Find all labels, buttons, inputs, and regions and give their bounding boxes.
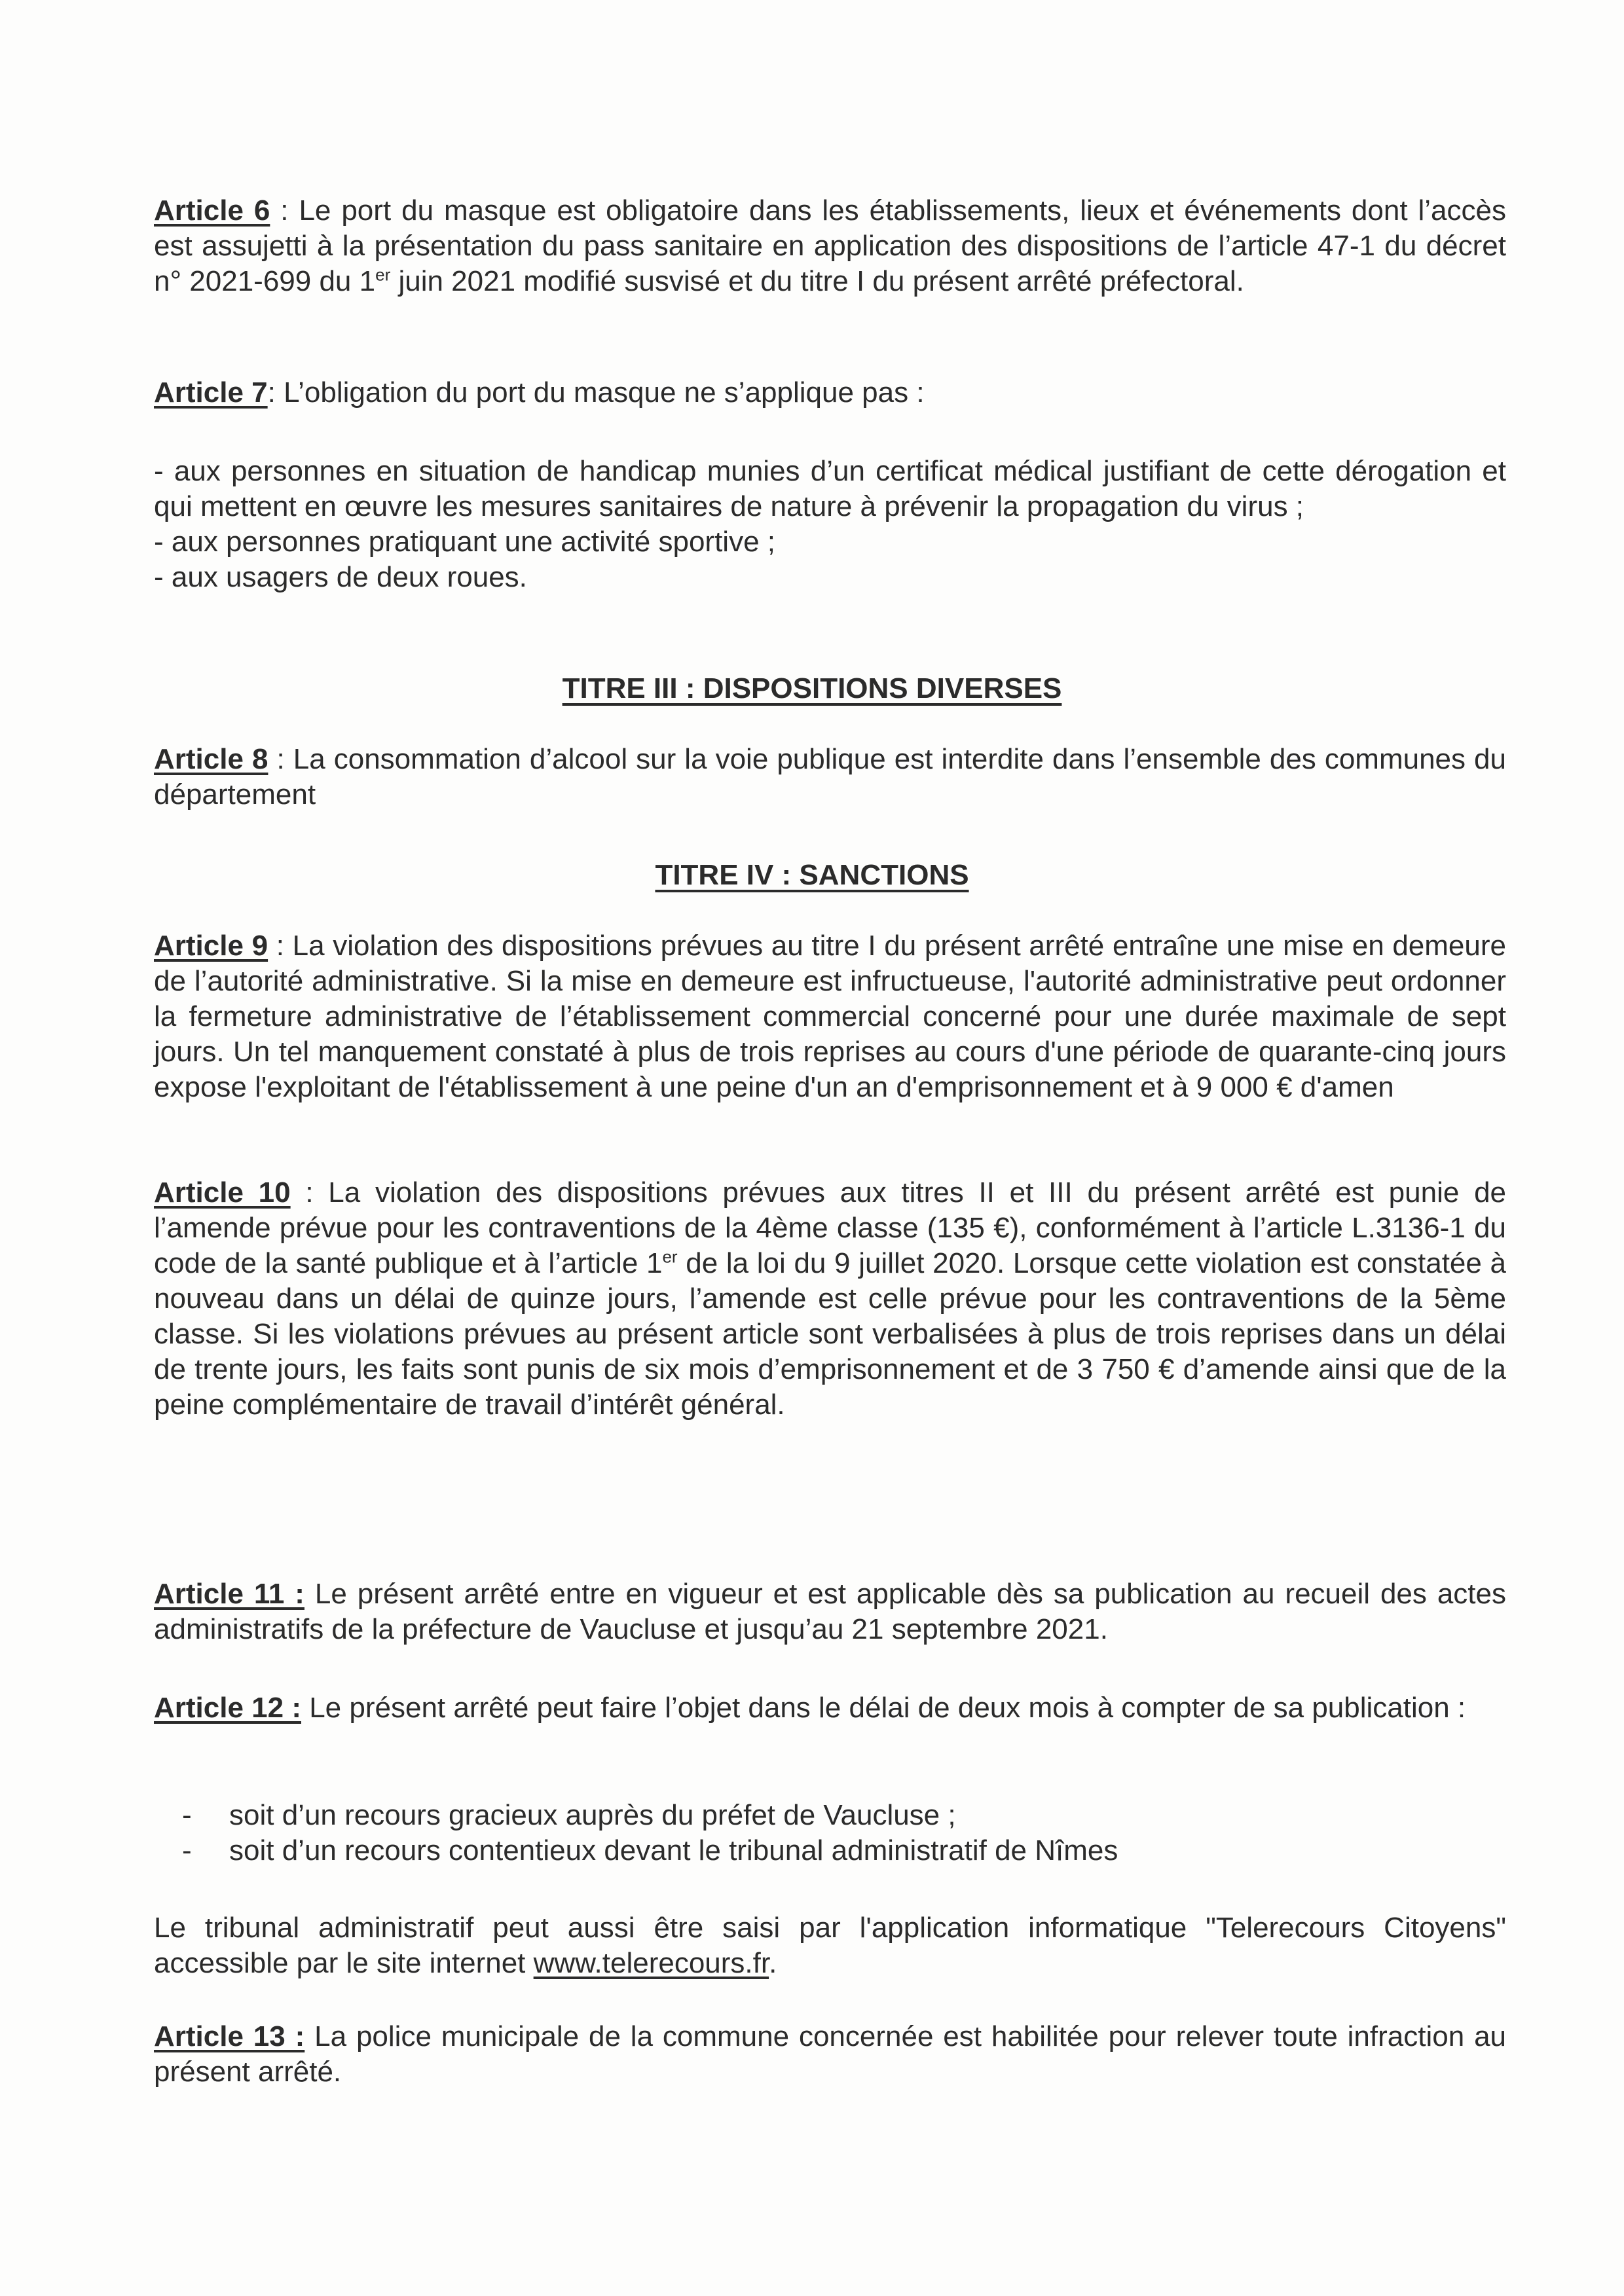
- article-12-paragraph: [154, 1690, 1506, 1726]
- list-item-text: soit d’un recours gracieux auprès du préfet de Vaucluse ;: [229, 1799, 956, 1831]
- article-6-paragraph: [154, 193, 1506, 299]
- article-6-text-end: juin 2021 modifié susvisé et du titre I du présent arrêté préfectoral.: [390, 265, 1244, 297]
- article-9-label: Article 9: [154, 930, 268, 962]
- article-13-paragraph: [154, 2019, 1506, 2090]
- article-12-text: Le présent arrêté peut faire l’objet dans le délai de deux mois à compter de sa publication :: [301, 1692, 1466, 1724]
- article-8-paragraph: [154, 742, 1506, 812]
- telerecours-text: Le tribunal administratif peut aussi être saisi par l'application informatique "Telerecours Citoyens" accessible par le site internet: [154, 1912, 1506, 1979]
- article-7-label: Article 7: [154, 376, 268, 409]
- article-7-item: - aux personnes en situation de handicap munies d’un certificat médical justifiant de cette dérogation et qui mettent en œuvre les mesures sanitaires de nature à prévenir la propagation du virus ;: [154, 455, 1506, 522]
- bullet-mark: -: [182, 1799, 192, 1831]
- article-8-text: : La consommation d’alcool sur la voie publique est interdite dans l’ensemble des communes du département: [154, 743, 1506, 811]
- titre-4-text: TITRE IV : SANCTIONS: [655, 859, 969, 891]
- titre-3-text: TITRE III : DISPOSITIONS DIVERSES: [562, 672, 1062, 704]
- article-11-paragraph: [154, 1576, 1506, 1647]
- article-10-superscript: er: [662, 1247, 678, 1267]
- article-12-bullet-list: [177, 1798, 1486, 1868]
- article-13-text: La police municipale de la commune concernée est habilitée pour relever toute infraction au présent arrêté.: [154, 2020, 1507, 2088]
- article-7-list: [154, 454, 1506, 595]
- article-11-text: Le présent arrêté entre en vigueur et est applicable dès sa publication au recueil des actes administratifs de la préfecture de Vaucluse et jusqu’au 21 septembre 2021.: [154, 1578, 1506, 1645]
- titre-3-heading: [0, 671, 1624, 706]
- article-12-label: Article 12 :: [154, 1692, 301, 1724]
- article-10-text-end: de la loi du 9 juillet 2020. Lorsque cette violation est constatée à nouveau dans un délai de quinze jours, l’amende est celle prévue pour les contraventions de la 5ème classe. Si les violations prévues au présent article sont verbalisées à plus de trois reprises dans un délai de trente jours, les faits sont punis de six mois d’emprisonnement et de 3 750 € d’amende ainsi que de la peine complémentaire de travail d’intérêt général.: [154, 1247, 1506, 1421]
- article-11-label: Article 11 :: [154, 1578, 304, 1610]
- article-9-paragraph: [154, 928, 1506, 1105]
- article-6-superscript: er: [375, 264, 391, 285]
- list-item: [177, 1833, 1486, 1868]
- bullet-mark: -: [182, 1834, 192, 1867]
- article-10-paragraph: [154, 1175, 1506, 1423]
- article-6-text: : Le port du masque est obligatoire dans les établissements, lieux et événements dont l’accès est assujetti à la présentation du pass sanitaire en application des dispositions de l’article 47-1 du décret n° 2021-699 du 1: [154, 194, 1506, 297]
- list-item-text: soit d’un recours contentieux devant le tribunal administratif de Nîmes: [229, 1834, 1118, 1867]
- telerecours-end: .: [769, 1947, 777, 1979]
- article-10-text: : La violation des dispositions prévues aux titres II et III du présent arrêté est punie de l’amende prévue pour les contraventions de la 4ème classe (135 €), conformément à l’article L.3136-1 du code de la santé publique et à l’article 1: [154, 1176, 1507, 1279]
- article-10-label: Article 10: [154, 1176, 291, 1209]
- telerecours-paragraph: [154, 1910, 1506, 1981]
- article-6-label: Article 6: [154, 194, 270, 227]
- telerecours-link[interactable]: www.telerecours.fr: [533, 1947, 769, 1979]
- titre-4-heading: [0, 858, 1624, 893]
- article-13-label: Article 13 :: [154, 2020, 305, 2052]
- article-7-item: - aux personnes pratiquant une activité sportive ;: [154, 526, 775, 558]
- article-9-text: : La violation des dispositions prévues au titre I du présent arrêté entraîne une mise en demeure de l’autorité administrative. Si la mise en demeure est infructueuse, l'autorité administrative peut ordonner la fermeture administrative de l’établissement commercial concerné pour une durée maximale de sept jours. Un tel manquement constaté à plus de trois reprises au cours d'une période de quarante-cinq jours expose l'exploitant de l'établissement à une peine d'un an d'emprisonnement et à 9 000 € d'amen: [154, 930, 1506, 1103]
- article-8-label: Article 8: [154, 743, 268, 775]
- article-7-paragraph: [154, 375, 1506, 410]
- article-7-item: - aux usagers de deux roues.: [154, 561, 527, 593]
- article-7-intro: : L’obligation du port du masque ne s’applique pas :: [267, 376, 925, 409]
- list-item: [177, 1798, 1486, 1833]
